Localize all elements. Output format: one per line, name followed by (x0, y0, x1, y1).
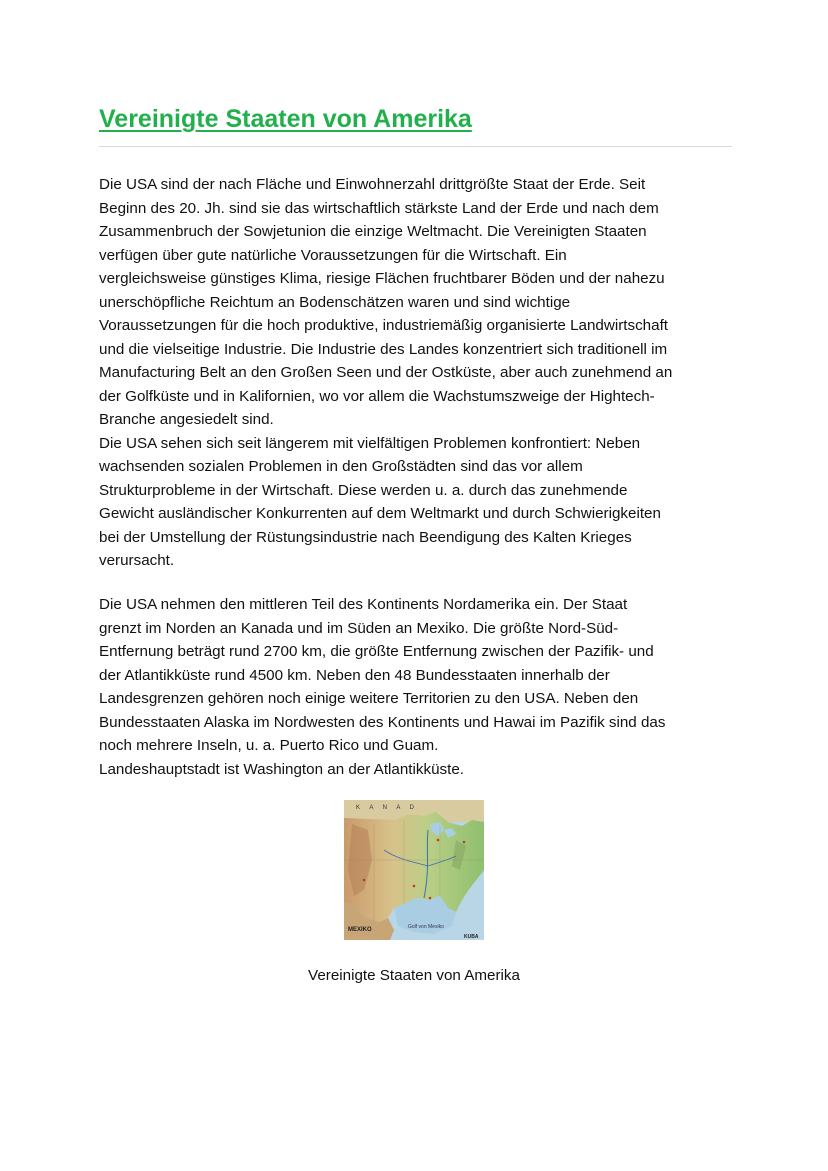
map-label-mexiko: MEXIKO (348, 927, 372, 933)
page-title: Vereinigte Staaten von Amerika (99, 105, 472, 133)
map-caption: Vereinigte Staaten von Amerika (308, 967, 520, 984)
text-block-2 (99, 593, 739, 781)
title-divider (99, 146, 732, 147)
paragraph-2: Die USA sehen sich seit längerem mit vielfältigen Problemen konfrontiert: Neben wachsenden sozialen Problemen in den Großstädten sind das vor allem Strukturprobleme in der Wirtschaft. Diese werden u. a. durch das zunehmende Gewicht ausländischer Konkurrenten auf dem Weltmarkt und durch Schwierigkeiten bei der Umstellung der Rüstungsindustrie nach Beendigung des Kalten Krieges verursacht. (99, 434, 661, 569)
map-label-kanada: K A N A D (356, 805, 419, 811)
paragraph-3: Die USA nehmen den mittleren Teil des Kontinents Nordamerika ein. Der Staat grenzt im Norden an Kanada und im Süden an Mexiko. Die größte Nord-Süd- Entfernung beträgt rund 2700 km, die größte Entfernung zwischen der Pazifik- und der Atlantikküste rund 4500 km. Neben den 48 Bundesstaaten innerhalb der Landesgrenzen gehören noch einige weitere Territorien zu den USA. Neben den Bundesstaaten Alaska im Nordwesten des Kontinents und Hawai im Pazifik sind das noch mehrere Inseln, u. a. Puerto Rico und Guam. (99, 596, 666, 754)
paragraph-4: Landeshauptstadt ist Washington an der Atlantikküste. (99, 760, 465, 778)
map-label-gulf: Golf von Mexiko (408, 924, 444, 930)
paragraph-1: Die USA sind der nach Fläche und Einwohnerzahl drittgrößte Staat der Erde. Seit Beginn des 20. Jh. sind sie das wirtschaftlich stärkste Land der Erde und nach dem Zusammenbruch der Sowjetunion die einzige Weltmacht. Die Vereinigten Staaten verfügen über gute natürliche Voraussetzungen für die Wirtschaft. Ein vergleichsweise günstiges Klima, riesige Flächen fruchtbarer Böden und der nahezu unerschöpfliche Reichtum an Bodenschätzen waren und sind wichtige Voraussetzungen für die hoch produktive, industriemäßig organisierte Landwirtschaft und die vielseitige Industrie. Die Industrie des Landes konzentriert sich traditionell im Manufacturing Belt an den Großen Seen und der Ostküste, aber auch zunehmend an der Golfküste und in Kalifornien, wo vor allem die Wachstumszweige der Hightech- Branche angesiedelt sind. (99, 176, 673, 428)
text-block-1 (99, 173, 739, 573)
usa-map-image (344, 800, 484, 940)
map-label-kuba: KUBA (464, 934, 479, 940)
